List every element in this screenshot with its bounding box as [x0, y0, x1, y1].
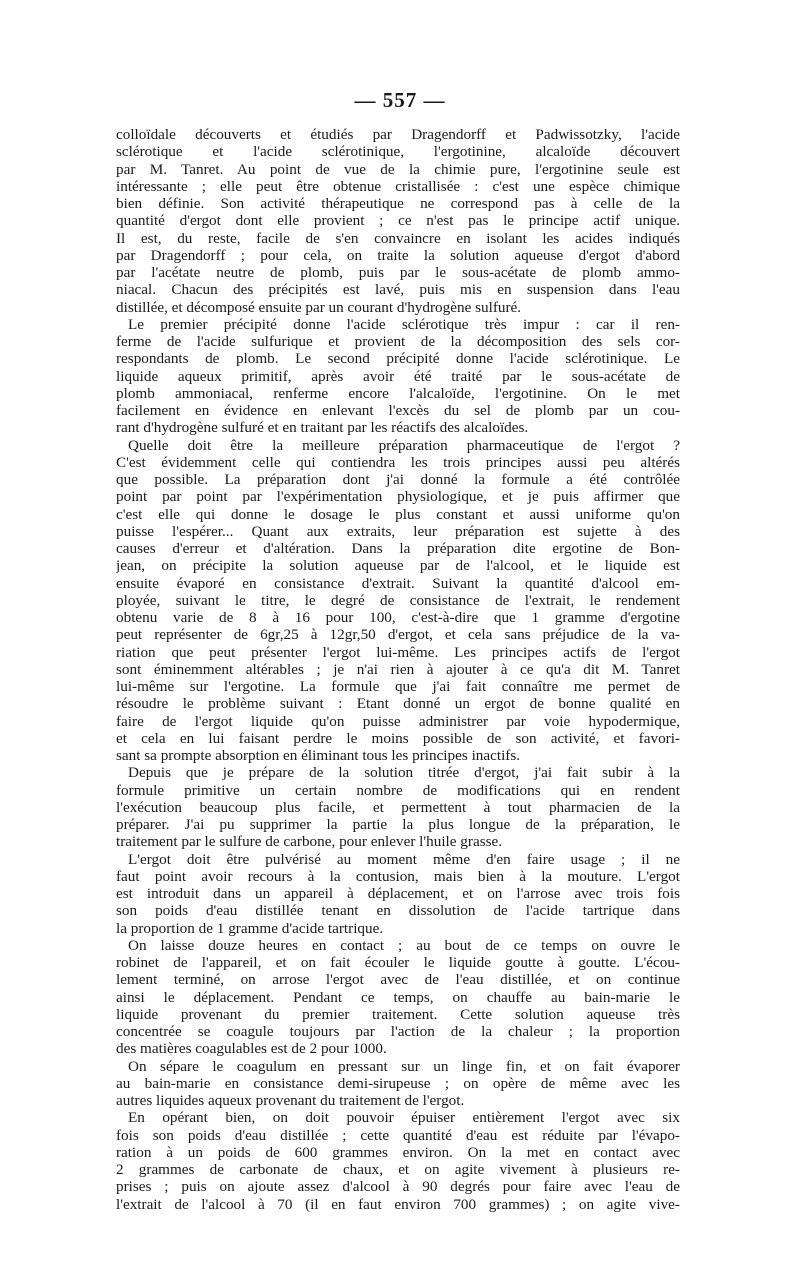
text-line: distillée, et décomposé ensuite par un courant d'hydrogène sulfuré. [116, 298, 522, 316]
text-line: respondants de plomb. Le second précipité donne l'acide sclérotinique. Le [116, 350, 680, 368]
text-line: préparer. J'ai pu supprimer la partie la plus longue de la préparation, le [116, 816, 680, 833]
text-line: fois son poids d'eau distillée ; cette quantité d'eau est réduite par l'évapo- [116, 1126, 680, 1144]
text-line: bien définie. Son activité thérapeutique ne correspond pas à celle de la [116, 195, 680, 212]
text-line: ensuite évaporé en consistance d'extrait. Suivant la quantité d'alcool em- [116, 574, 680, 592]
text-line: lui-même sur l'ergotine. La formule que j'ai fait connaître me permet de [116, 678, 680, 695]
text-line: puisse l'espérer... Quant aux extraits, leur préparation est sujette à des [116, 522, 680, 540]
text-line: jean, on précipite la solution aqueuse par de l'alcool, et le liquide est [116, 557, 680, 575]
text-line: obtenu varie de 8 à 16 pour 100, c'est-à-dire que 1 gramme d'ergotine [116, 609, 680, 626]
text-line: et cela en lui faisant perdre le moins possible de son activité, et favori- [116, 729, 680, 747]
text-line: par M. Tanret. Au point de vue de la chimie pure, l'ergotinine seule est [116, 160, 680, 178]
text-line: lement terminé, on arrose l'ergot avec de l'eau distillée, et on continue [116, 971, 680, 989]
text-line: liquide provenant du premier traitement. Cette solution aqueuse très [116, 1005, 680, 1023]
text-line: ration à un poids de 600 grammes environ. On la met en contact avec [116, 1143, 680, 1161]
text-line: prises ; puis on ajoute assez d'alcool à 90 degrés pour faire avec l'eau de [116, 1178, 680, 1196]
text-line: Il est, du reste, facile de s'en convaincre en isolant les acides indiqués [116, 229, 680, 247]
text-line: traitement par le sulfure de carbone, pour enlever l'huile grasse. [116, 833, 503, 851]
text-line: ainsi le déplacement. Pendant ce temps, on chauffe au bain-marie le [116, 988, 680, 1006]
text-line: liquide aqueux primitif, après avoir été traité par le sous-acétate de [116, 367, 680, 385]
text-line: robinet de l'appareil, et on fait écouler le liquide goutte à goutte. L'écou- [116, 954, 680, 971]
text-line: 2 grammes de carbonate de chaux, et on agite vivement à plusieurs re- [116, 1161, 680, 1178]
text-line: des matières coagulables est de 2 pour 1000. [116, 1040, 387, 1058]
text-line: l'extrait de l'alcool à 70 (il en faut environ 700 grammes) ; on agite vive- [116, 1195, 680, 1213]
text-line: quantité d'ergot dont elle provient ; ce n'est pas le principe actif unique. [116, 212, 680, 230]
text-line: au bain-marie en consistance demi-sirupeuse ; on opère de même avec les [116, 1074, 680, 1092]
text-line: la proportion de 1 gramme d'acide tartrique. [116, 919, 384, 937]
text-line: par Dragendorff ; pour cela, on traite la solution aqueuse d'ergot d'abord [116, 246, 680, 264]
text-line: C'est évidemment celle qui contiendra les trois principes aussi peu altérés [116, 453, 680, 471]
text-line: niacal. Chacun des précipités est lavé, puis mis en suspension dans l'eau [116, 281, 680, 299]
page-number: — 557 — [354, 88, 446, 112]
text-line: sont éminemment altérables ; je n'ai rien à ajouter à ce qu'a dit M. Tanret [116, 660, 680, 678]
text-line: par l'acétate neutre de plomb, puis par le sous-acétate de plomb ammo- [116, 264, 680, 281]
text-line: son poids d'eau distillée tenant en dissolution de l'acide tartrique dans [116, 902, 680, 920]
text-line: Quelle doit être la meilleure préparation pharmaceutique de l'ergot ? [128, 436, 680, 454]
text-line: est introduit dans un appareil à déplacement, et on l'arrose avec trois fois [116, 885, 680, 902]
text-line: facilement en évidence en enlevant l'excès du sel de plomb par un cou- [116, 402, 680, 419]
text-line: point par point par l'expérimentation physiologique, et je puis affirmer que [116, 488, 680, 506]
text-line: ferme de l'acide sulfurique et provient de la décomposition des sels cor- [116, 333, 680, 350]
text-line: sant sa prompte absorption en éliminant tous les principes inactifs. [116, 747, 521, 764]
text-line: formule primitive un certain nombre de modifications qui en rendent [116, 781, 680, 799]
text-line: On sépare le coagulum en pressant sur un linge fin, et on fait évaporer [128, 1057, 680, 1075]
text-line: sclérotique et l'acide sclérotinique, l'ergotinine, alcaloïde découvert [116, 143, 680, 161]
text-line: l'exécution beaucoup plus facile, et permettent à tout pharmacien de la [116, 798, 680, 816]
text-line: autres liquides aqueux provenant du traitement de l'ergot. [116, 1092, 465, 1109]
text-line: L'ergot doit être pulvérisé au moment même d'en faire usage ; il ne [128, 850, 680, 868]
text-line: concentrée se coagule toujours par l'action de la chaleur ; la proportion [116, 1023, 680, 1040]
text-line: résoudre le problème suivant : Etant donné un ergot de bonne qualité en [116, 695, 680, 713]
body-text [116, 126, 680, 1213]
text-line: c'est elle qui donne le dosage le plus constant et aussi uniforme qu'on [116, 505, 680, 523]
text-line: plomb ammoniacal, renferme encore l'alcaloïde, l'ergotinine. On le met [116, 384, 680, 402]
text-line: colloïdale découverts et étudiés par Dragendorff et Padwissotzky, l'acide [116, 126, 680, 143]
text-line: En opérant bien, on doit pouvoir épuiser entièrement l'ergot avec six [128, 1109, 680, 1127]
text-line: causes d'erreur et d'altération. Dans la préparation dite ergotine de Bon- [116, 540, 680, 557]
text-line: ployée, suivant le titre, le degré de consistance de l'extrait, le rendement [116, 591, 680, 609]
text-line: riation que peut présenter l'ergot lui-même. Les principes actifs de l'ergot [116, 643, 680, 661]
text-line: On laisse douze heures en contact ; au bout de ce temps on ouvre le [128, 936, 680, 954]
text-line: Le premier précipité donne l'acide sclérotique très impur : car il ren- [128, 315, 680, 333]
text-line: faire de l'ergot liquide qu'on puisse administrer par voie hypodermique, [116, 712, 680, 730]
text-line: Depuis que je prépare de la solution titrée d'ergot, j'ai fait subir à la [128, 764, 680, 782]
text-line: peut représenter de 6gr,25 à 12gr,50 d'ergot, et cela sans préjudice de la va- [116, 626, 680, 644]
text-line: intéressante ; elle peut être obtenue cristallisée : c'est une espèce chimique [116, 177, 680, 195]
text-line: que possible. La préparation dont j'ai donné la formule a été contrôlée [116, 471, 680, 488]
text-line: faut point avoir recours à la contusion, mais bien à la mouture. L'ergot [116, 867, 680, 885]
text-line: rant d'hydrogène sulfuré et en traitant par les réactifs des alcaloïdes. [116, 419, 529, 437]
